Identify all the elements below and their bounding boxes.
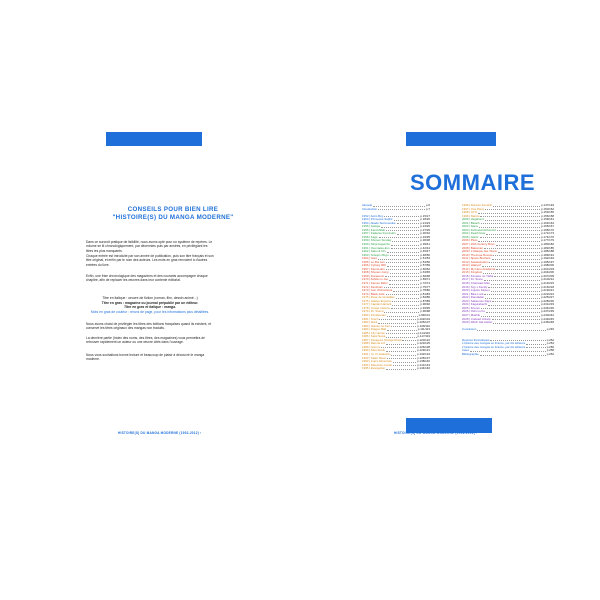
- toc-entry-page: p.141/143: [417, 363, 430, 367]
- toc-entry[interactable]: [462, 353, 554, 357]
- toc-entry-title: 2000 | Vagabond: [462, 218, 484, 222]
- toc-entry-page: p.87/89: [420, 299, 430, 303]
- toc-entry-title: 1998 | GTO: [462, 211, 477, 215]
- toc-entry-title: 2022 | Dandadan: [462, 296, 485, 300]
- toc-entry-title: 1960 | Ninja bugeicho: [362, 243, 390, 247]
- toc-leader-dots: [491, 289, 541, 292]
- toc-leader-dots: [397, 232, 420, 235]
- toc-entry-page: p.180/182: [541, 243, 554, 247]
- toc-entry-title: 1970 | Ashita no Joe: [362, 278, 389, 282]
- toc-leader-dots: [387, 357, 416, 360]
- right-footer: HISTOIRE(S) DU MANGA MODERNE (1952-2012) ›: [394, 431, 478, 435]
- legend-bold-italic: Titre en gras et italique : manga.: [124, 305, 176, 310]
- toc-entry-title: 1973 | Gen d'Hiroshima: [362, 289, 393, 293]
- toc-entry-title: 1966 | Cyborg 009: [362, 264, 386, 268]
- toc-leader-dots: [392, 239, 419, 242]
- toc-leader-dots: [402, 339, 416, 342]
- toc-entry-page: p.183/185: [541, 246, 554, 250]
- toc-entry-page: p.249: [546, 328, 554, 332]
- toc-entry-title: 1986 | Saint Seiya: [362, 335, 386, 339]
- toc-entry[interactable]: [362, 367, 430, 371]
- toc-entry-title: 1982 | Akira: [362, 321, 378, 325]
- toc-entry-page: p.90/92: [420, 303, 430, 307]
- toc-leader-dots: [384, 310, 419, 313]
- toc-leader-dots: [480, 215, 540, 218]
- toc-leader-dots: [397, 222, 420, 225]
- toc-leader-dots: [387, 328, 417, 331]
- toc-leader-dots: [386, 229, 419, 232]
- toc-leader-dots: [392, 300, 419, 303]
- toc-entry-page: p.246/248: [541, 321, 554, 325]
- toc-leader-dots: [393, 289, 419, 292]
- toc-leader-dots: [497, 229, 540, 232]
- toc-entry-page: p.108/110: [417, 324, 430, 328]
- toc-entry-page: p.36/38: [420, 239, 430, 243]
- toc-entry-title: Introduction: [362, 207, 378, 211]
- toc-entry-page: p.24/26: [420, 225, 430, 229]
- outro-paragraph-3: Nous vous souhaitons bonne lecture et beaucoup de plaisir à découvrir le manga moderne.: [86, 353, 205, 362]
- toc-leader-dots: [390, 254, 420, 257]
- toc-entry-title: 2018 | Chainsaw Man: [462, 282, 490, 286]
- toc-entry-page: p.111/113: [417, 328, 430, 332]
- toc-leader-dots: [387, 264, 420, 267]
- toc-entry-page: p.254: [546, 342, 554, 346]
- toc-entry-page: p.262: [546, 352, 554, 356]
- toc-leader-dots: [481, 314, 540, 317]
- toc-entry-page: p.69/71: [420, 278, 430, 282]
- toc-entry-page: p.204/206: [541, 271, 554, 275]
- toc-entry-title: 2016 | Kimetsu no Yaiba: [462, 274, 494, 278]
- toc-entry-page: p.135/137: [417, 356, 430, 360]
- toc-entry-page: p.6: [425, 204, 430, 207]
- legend-bold: Titre en gras : magazine ou journal prépublié par un éditeur.: [101, 300, 199, 305]
- toc-entry-page: p.222/224: [541, 292, 554, 296]
- toc-entry-page: p.30/32: [420, 232, 430, 236]
- toc-entry-title: 2002 | Nana: [462, 225, 478, 229]
- toc-entry-page: p.237/239: [541, 310, 554, 314]
- toc-entry-page: p.219/221: [541, 289, 554, 293]
- toc-entry-page: p.192/194: [541, 257, 554, 261]
- toc-leader-dots: [496, 268, 540, 271]
- toc-entry-title: 2010 | Thermae Romae: [462, 253, 493, 257]
- top-blue-bar: [106, 132, 202, 146]
- toc-entry-title: 1990 | Slam Dunk: [362, 349, 385, 353]
- toc-leader-dots: [494, 275, 540, 278]
- toc-entry-page: p.186/188: [541, 250, 554, 254]
- toc-leader-dots: [386, 342, 416, 345]
- toc-leader-dots: [396, 296, 420, 299]
- top-blue-bar-right: [406, 132, 496, 146]
- toc-entry-page: p.195/197: [541, 260, 554, 264]
- toc-leader-dots: [393, 360, 416, 363]
- toc-leader-dots: [526, 346, 546, 349]
- toc-leader-dots: [486, 232, 540, 235]
- toc-entry-title: 1969 | Doraemon: [362, 274, 385, 278]
- toc-entry-title: 1963 | Tetsujin 28-go: [362, 253, 389, 257]
- toc-entry-title: 1954 | Akado Suzunosuke: [362, 221, 396, 225]
- toc-entry-page: p.126/128: [417, 345, 430, 349]
- toc-leader-dots: [492, 257, 541, 260]
- toc-entry-page: p.228/230: [541, 299, 554, 303]
- toc-entry-title: 1991 | Yu Yu Hakusho: [362, 352, 391, 356]
- toc-leader-dots: [384, 286, 420, 289]
- toc-leader-dots: [381, 225, 419, 228]
- toc-entry-page: p.177/179: [541, 239, 554, 243]
- toc-leader-dots: [386, 261, 420, 264]
- toc-entry-title: 1971 | Kamen Rider: [362, 282, 388, 286]
- toc-leader-dots: [478, 211, 540, 214]
- toc-leader-dots: [386, 293, 420, 296]
- toc-entry-title: 1972 | Devilman: [362, 285, 383, 289]
- toc-entry-page: p.93/95: [420, 306, 430, 310]
- toc-leader-dots: [378, 208, 425, 211]
- toc-leader-dots: [485, 296, 540, 299]
- toc-entry-page: p.99/101: [418, 313, 430, 317]
- toc-entry-title: 1999 | Naruto: [462, 214, 480, 218]
- toc-entry-title: 2007 | 20th Century Boys: [462, 243, 495, 247]
- toc-leader-dots: [481, 222, 540, 225]
- toc-entry-page: p.15/17: [420, 214, 430, 218]
- toc-leader-dots: [379, 318, 416, 321]
- toc-leader-dots: [482, 264, 540, 267]
- toc-entry-title: 2003 | Fullmetal Alchemist: [462, 228, 496, 232]
- toc-leader-dots: [480, 236, 541, 239]
- toc-entry-title: 1957 | Kaiketsu Kurozukin: [362, 232, 396, 236]
- toc-entry-page: p.231/233: [541, 303, 554, 307]
- legend-colored: Mots en gras de couleur : renvoi de page, pour les informations plus détaillées.: [90, 309, 210, 314]
- toc-leader-dots: [393, 364, 416, 367]
- toc-entry-title: 1995 | Evangelion: [362, 367, 386, 371]
- legend-italic: Titre en italique : oeuvre de fiction (roman, film, dessin animé...): [102, 296, 198, 300]
- toc-entry-page: p.129/131: [417, 349, 430, 353]
- toc-entry-title: 2027 | Mashle: [462, 313, 481, 317]
- toc-entry-page: p.117/119: [417, 335, 430, 339]
- toc-leader-dots: [389, 282, 420, 285]
- toc-leader-dots: [470, 349, 546, 352]
- toc-leader-dots: [479, 225, 540, 228]
- advice-title: [98, 206, 248, 222]
- toc-entry-title: 1979 | Dr. Slump: [362, 310, 384, 314]
- toc-entry-page: p.33/35: [420, 235, 430, 239]
- toc-leader-dots: [391, 325, 416, 328]
- toc-entry-title: 2014 | My Hero Academia: [462, 267, 496, 271]
- toc-entry-page: p.72/74: [420, 282, 430, 286]
- toc-entry-page: p.105/107: [417, 321, 430, 325]
- toc-leader-dots: [492, 300, 540, 303]
- toc-entry-page: p.207/209: [541, 274, 554, 278]
- toc-entry-page: p.96/98: [420, 310, 430, 314]
- intro-paragraph-1: Dans ce surcroit pratique de lisibilité, nous avons opté pour un système de repères. Le volume se lit chronologiquement, par décennies puis par années, en privilégiant les titres les plus marquants.: [86, 240, 213, 253]
- toc-entry-page: p.132/134: [417, 352, 430, 356]
- toc-entry-title: 1996 | Rurouni Kenshin: [462, 204, 493, 207]
- toc-leader-dots: [387, 314, 418, 317]
- toc-entry-page: p.156/158: [541, 214, 554, 218]
- toc-entry-page: p.240/242: [541, 313, 554, 317]
- toc-entry-title: L'histoire des mangas en France, par dix éditeurs: [462, 345, 526, 349]
- toc-entry-title: 1992 | Sailor Moon: [362, 356, 387, 360]
- toc-entry-page: p.165/167: [541, 225, 554, 229]
- toc-entry-page: p.150/152: [541, 207, 554, 211]
- toc-entry-page: p.51/53: [420, 257, 430, 261]
- toc-entry-title: Akuseki: [362, 204, 373, 207]
- toc-entry-page: p.174/176: [541, 235, 554, 239]
- toc-entry-title: 2026 | Oshi no Ko: [462, 310, 486, 314]
- toc-entry-page: p.78/80: [420, 289, 430, 293]
- toc-entry-title: 2008 | Bakuman: [462, 246, 483, 250]
- toc-entry-title: 2024 | Kagurabachi: [462, 303, 488, 307]
- toc-entry-title: 1975 | Rose de Versailles: [362, 296, 395, 300]
- toc-entry-title: 1967 | Kamui-den: [362, 267, 385, 271]
- toc-entry-title: 2025 | Frieren: [462, 306, 480, 310]
- toc-leader-dots: [490, 339, 545, 342]
- toc-entry-title: 2005 | Gantz: [462, 235, 479, 239]
- toc-entry-page: p.243/245: [541, 317, 554, 321]
- toc-leader-dots: [492, 318, 541, 321]
- toc-entry-page: p.102/104: [417, 317, 430, 321]
- toc-entry-title: 2006 | Pluto: [462, 239, 478, 243]
- toc-entry-page: p.21/23: [420, 221, 430, 225]
- toc-entry-title: 1961 | Osomatsu-kun: [362, 246, 390, 250]
- toc-entry-title: 1989 | Gunnm: [362, 345, 381, 349]
- toc-entry-page: p.216/218: [541, 285, 554, 289]
- toc-entry-title: 1978 | Urusei Yatsura: [362, 306, 390, 310]
- toc-entry-page: p.114/116: [417, 331, 430, 335]
- toc-leader-dots: [381, 346, 416, 349]
- toc-entry-title: 1965 | Le Roi Léo: [362, 260, 385, 264]
- toc-leader-dots: [486, 310, 540, 313]
- left-footer: HISTOIRE(S) DU MANGA MODERNE (1952-2012) ›: [118, 431, 202, 435]
- toc-entry-page: p.213/215: [541, 282, 554, 286]
- toc-entry-title: 1977 | Captain Harlock: [362, 303, 392, 307]
- toc-leader-dots: [498, 250, 540, 253]
- toc-leader-dots: [496, 243, 541, 246]
- toc-entry-title: 1994 | Détective Conan: [362, 363, 393, 367]
- toc-leader-dots: [485, 218, 540, 221]
- toc-entry-title: 1993 | Jojo's Adventure: [362, 360, 392, 364]
- toc-leader-dots: [386, 367, 416, 370]
- toc-entry-page: p.60/62: [420, 267, 430, 271]
- toc-leader-dots: [391, 243, 419, 246]
- toc-entry-title: 1981 | Touch: [362, 317, 379, 321]
- toc-entry-page: p.27/29: [420, 228, 430, 232]
- toc-leader-dots: [488, 286, 540, 289]
- toc-leader-dots: [493, 321, 540, 324]
- toc-entry-page: p.123/125: [417, 342, 430, 346]
- outro-paragraph-2: La dernière partie (Index des noms, des titres, des magazines) vous permettra de retrouver rapidement un auteur ou une œuvre cités dans l'ouvrage.: [86, 336, 205, 345]
- toc-leader-dots: [390, 271, 420, 274]
- toc-entry-title: 1988 | Ranma 1/2: [362, 342, 385, 346]
- toc-leader-dots: [477, 328, 545, 331]
- toc-leader-dots: [391, 247, 420, 250]
- toc-leader-dots: [493, 204, 540, 207]
- toc-entry-page: p.198/200: [541, 264, 554, 268]
- toc-entry-title: 2029 | Witch Hat Atelier: [462, 321, 493, 325]
- toc-entry-title: Repères thématiques: [462, 338, 490, 342]
- toc-entry-title: 1952 | Astro Boy: [362, 214, 384, 218]
- toc-leader-dots: [378, 257, 419, 260]
- right-page: [300, 0, 600, 600]
- toc-entry-page: p.54/56: [420, 260, 430, 264]
- toc-leader-dots: [394, 218, 420, 221]
- toc-entry-title: 2017 | Dr. Stone: [462, 278, 483, 282]
- toc-entry-page: p.189/191: [541, 253, 554, 257]
- toc-entry-title: 1987 | Kimagure Orange Road: [362, 338, 402, 342]
- toc-entry-page: p.210/212: [541, 278, 554, 282]
- legend-block: [86, 296, 214, 314]
- toc-entry-page: p.75/77: [420, 285, 430, 289]
- toc-leader-dots: [389, 278, 419, 281]
- toc-leader-dots: [386, 349, 416, 352]
- toc-entry-title: 1958 | Kage: [362, 235, 378, 239]
- toc-entry-title: 2023 | Sakamoto Days: [462, 299, 492, 303]
- toc-entry-page: p.147/149: [541, 204, 554, 207]
- toc-entry-page: p.225/227: [541, 296, 554, 300]
- toc-entry-title: 1962 | Sabu & Ichi: [362, 250, 386, 254]
- toc-entry-page: p.159/161: [541, 218, 554, 222]
- toc-leader-dots: [391, 307, 420, 310]
- toc-leader-dots: [391, 353, 416, 356]
- toc-leader-dots: [386, 268, 420, 271]
- toc-leader-dots: [484, 293, 540, 296]
- toc-entry-page: p.7: [425, 207, 430, 211]
- toc-leader-dots: [481, 307, 540, 310]
- toc-entry-title: Conclusion: [462, 328, 477, 332]
- toc-leader-dots: [379, 236, 420, 239]
- toc-entry-page: p.120/122: [417, 338, 430, 342]
- toc-entry-page: p.252: [546, 338, 554, 342]
- toc-entry-page: p.144/146: [417, 367, 430, 371]
- toc-leader-dots: [491, 282, 540, 285]
- toc-entry-title: 2021 | Blue Lock: [462, 292, 484, 296]
- toc-entry-title: 2004 | Death Note: [462, 232, 486, 236]
- toc-entry-title: 1955 | Gekiga: [362, 225, 380, 229]
- toc-leader-dots: [378, 321, 416, 324]
- toc-entry-title: 2001 | Bleach: [462, 221, 480, 225]
- toc-entry-title: 2009 | L'Attaque des Titans: [462, 250, 497, 254]
- toc-entry-page: p.48/50: [420, 253, 430, 257]
- toc-leader-dots: [526, 342, 546, 345]
- toc-entry-page: p.234/236: [541, 306, 554, 310]
- toc-entry-title: 2020 | Jujutsu Kaisen: [462, 289, 490, 293]
- toc-leader-dots: [488, 303, 540, 306]
- toc-entry-page: p.45/47: [420, 250, 430, 254]
- toc-entry-page: p.201/203: [541, 267, 554, 271]
- toc-leader-dots: [480, 353, 546, 356]
- toc-entry-title: 2013 | Haikyu!!: [462, 264, 482, 268]
- toc-leader-dots: [385, 275, 419, 278]
- toc-entry-title: 1984 | Dragon Ball: [362, 328, 386, 332]
- toc-leader-dots: [493, 254, 540, 257]
- toc-entry-page: p.57/59: [420, 264, 430, 268]
- toc-leader-dots: [392, 303, 419, 306]
- toc-leader-dots: [484, 247, 540, 250]
- advice-title-line1: CONSEILS POUR BIEN LIRE: [127, 206, 219, 213]
- toc-entry-title: 1959 | Shonen Sunday: [362, 239, 392, 243]
- toc-column-2: [462, 204, 554, 357]
- toc-entry-title: 2011 | Space Brothers: [462, 257, 491, 261]
- toc-entry-page: p.39/41: [420, 243, 430, 247]
- toc-entry-page: p.138/140: [417, 360, 430, 364]
- toc-entry-title: 1997 | One Piece: [462, 207, 485, 211]
- toc-leader-dots: [478, 239, 540, 242]
- toc-entry-page: p.66/68: [420, 274, 430, 278]
- toc-entry-page: p.81/83: [420, 292, 430, 296]
- outro-paragraph-1: Nous avons choisi de privilégier les titres des éditions françaises quand ils existent, et conservé les titres originaux des mangas non traduits.: [86, 322, 211, 331]
- toc-leader-dots: [386, 335, 416, 338]
- toc-entry-title: 1985 | City Hunter: [362, 331, 386, 335]
- toc-leader-dots: [485, 208, 540, 211]
- toc-entry-title: L'histoire des mangas en France, par dix éditeurs: [462, 342, 526, 346]
- toc-entry-title: 1980 | Kinnikuman: [362, 313, 386, 317]
- toc-entry-title: 1956 | Kamishibai: [362, 228, 385, 232]
- toc-entry-title: 1968 | Shonen Jump: [362, 271, 389, 275]
- toc-leader-dots: [483, 271, 540, 274]
- toc-entry-page: p.84/86: [420, 296, 430, 300]
- toc-entry-title: 1953 | Princesse Saphir: [362, 218, 393, 222]
- toc-entry-title: 2015 | Kingdom: [462, 271, 483, 275]
- toc-entry-page: p.42/44: [420, 246, 430, 250]
- intro-paragraph-3: Enfin, une frise chronologique des magazines et des courants accompagne chaque chapitre, afin de replacer les œuvres dans leur contexte éditorial.: [86, 274, 208, 283]
- toc-column-1: [362, 204, 430, 371]
- sommaire-heading: SOMMAIRE: [410, 170, 535, 195]
- toc-entry-title: 2028 | Undead Unluck: [462, 317, 491, 321]
- toc-entry-page: p.256: [546, 345, 554, 349]
- toc-entry-title: Index: [462, 349, 470, 353]
- toc-leader-dots: [387, 250, 420, 253]
- toc-entry-page: p.153/155: [541, 211, 554, 215]
- toc-leader-dots: [384, 215, 419, 218]
- toc-entry-page: p.171/173: [541, 232, 554, 236]
- toc-leader-dots: [373, 204, 425, 207]
- intro-paragraph-2: Chaque entrée est introduite par son année de publication, puis son titre français et son titre original, et enfin par le nom des auteurs. Les mots en gras renvoient à d'autres entrées du livre.: [86, 254, 214, 267]
- toc-entry-page: p.258: [546, 349, 554, 353]
- toc-entry-title: 2019 | Spy x Family: [462, 285, 488, 289]
- toc-entry-page: p.162/164: [541, 221, 554, 225]
- toc-entry-title: 2012 | Assassination: [462, 260, 489, 264]
- toc-entry-page: p.168/170: [541, 228, 554, 232]
- toc-entry-title: 1976 | Galaxy Express: [362, 299, 392, 303]
- toc-entry-title: 1974 | Black Jack: [362, 292, 385, 296]
- toc-entry-page: p.63/65: [420, 271, 430, 275]
- advice-title-line2: "HISTOIRE(S) DU MANGA MODERNE": [112, 214, 234, 221]
- toc-entry-title: 1964 | Garo: [362, 257, 378, 261]
- toc-entry-page: p.18/20: [420, 218, 430, 222]
- toc-leader-dots: [489, 261, 540, 264]
- toc-leader-dots: [386, 332, 416, 335]
- toc-entry-title: 1983 | Hokuto no Ken: [362, 324, 390, 328]
- toc-entry-title: Bibliographie: [462, 352, 479, 356]
- toc-leader-dots: [484, 278, 540, 281]
